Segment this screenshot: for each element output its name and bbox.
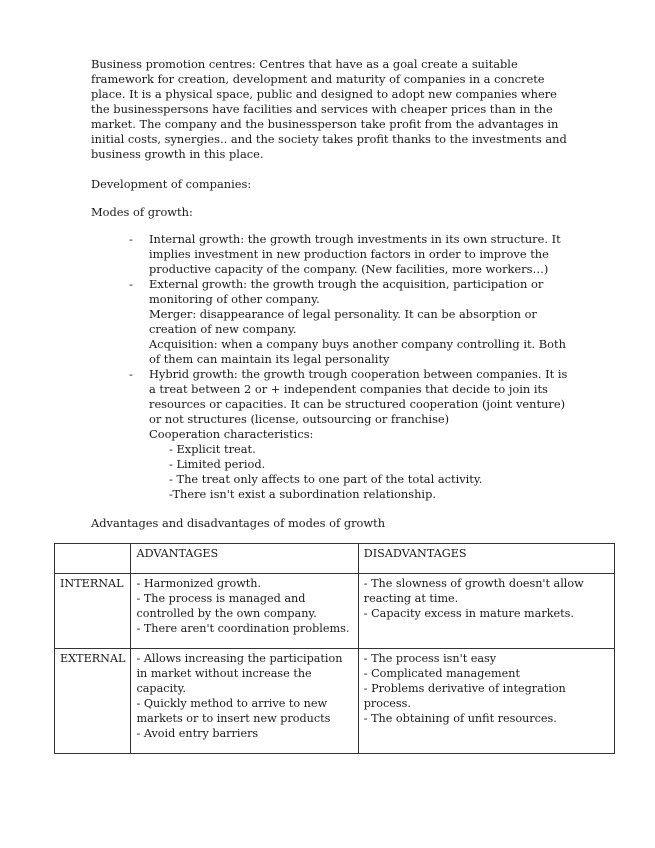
table-cell-line: - Complicated management bbox=[363, 667, 520, 680]
table-heading: Advantages and disadvantages of modes of growth bbox=[91, 516, 386, 530]
header-cell-empty bbox=[55, 544, 131, 574]
table-cell-line: - Problems derivative of integration process. bbox=[363, 682, 566, 710]
cooperation-heading: Cooperation characteristics: bbox=[149, 427, 314, 441]
table-cell-line: - Quickly method to arrive to new markets or to insert new products bbox=[136, 697, 331, 725]
internal-advantages-cell bbox=[131, 574, 358, 649]
table-cell-line: - Avoid entry barriers bbox=[136, 727, 259, 740]
list-item: - The treat only affects to one part of the total activity. bbox=[169, 472, 483, 486]
internal-disadvantages-cell bbox=[358, 574, 614, 649]
growth-table bbox=[54, 543, 615, 754]
acquisition-text: Acquisition: when a company buys another company controlling it. Both of them can maintain its legal personality bbox=[149, 337, 566, 366]
external-disadvantages-cell bbox=[358, 649, 614, 754]
internal-growth-text: Internal growth: the growth trough investments in its own structure. It implies investment in new production factors in order to improve the productive capacity of the company. (New facilities, more workers…) bbox=[149, 232, 561, 276]
table-cell-line: - Capacity excess in mature markets. bbox=[363, 607, 574, 620]
intro-paragraph: Business promotion centres: Centres that have as a goal create a suitable framework for creation, development and maturity of companies in a concrete place. It is a physical space, public and designed to adopt new companies where the businesspersons have facilities and services with cheaper prices than in the market. The company and the businessperson take profit from the advantages in initial costs, synergies.. and the society takes profit thanks to the investments and business growth in this place. bbox=[91, 57, 567, 161]
development-heading: Development of companies: bbox=[91, 177, 252, 191]
table-cell-line: - Harmonized growth. bbox=[136, 577, 262, 590]
hybrid-growth-text: Hybrid growth: the growth trough cooperation between companies. It is a treat between 2 or + independent companies that decide to join its resources or capacities. It can be structured cooperation (joint venture) or not structures (license, outsourcing or franchise) bbox=[149, 367, 568, 426]
cooperation-characteristics bbox=[149, 442, 571, 502]
merger-text: Merger: disappearance of legal personality. It can be absorption or creation of new company. bbox=[149, 307, 537, 336]
list-item-internal bbox=[91, 232, 571, 277]
list-item-external bbox=[91, 277, 571, 367]
header-cell-advantages: ADVANTAGES bbox=[131, 544, 358, 574]
table-row-external bbox=[55, 649, 615, 754]
table-row-internal bbox=[55, 574, 615, 649]
table-cell-line: - The slowness of growth doesn't allow reacting at time. bbox=[363, 577, 584, 605]
table-header-row bbox=[55, 544, 615, 574]
modes-list bbox=[91, 232, 571, 502]
list-item: - Limited period. bbox=[169, 457, 266, 471]
header-cell-disadvantages: DISADVANTAGES bbox=[358, 544, 614, 574]
table-cell-line: - The process is managed and controlled by the own company. bbox=[136, 592, 317, 620]
table-cell-line: - Allows increasing the participation in market without increase the capacity. bbox=[136, 652, 343, 695]
table-cell-line: - There aren't coordination problems. bbox=[136, 622, 350, 635]
row-label-internal: INTERNAL bbox=[55, 574, 131, 649]
row-label-external: EXTERNAL bbox=[55, 649, 131, 754]
bullet-marker: - bbox=[129, 277, 133, 291]
bullet-marker: - bbox=[129, 232, 133, 246]
modes-heading: Modes of growth: bbox=[91, 205, 193, 219]
bullet-marker: - bbox=[129, 367, 133, 381]
external-growth-text: External growth: the growth trough the acquisition, participation or monitoring of other company. bbox=[149, 277, 544, 306]
table-cell-line: - The obtaining of unfit resources. bbox=[363, 712, 557, 725]
list-item-hybrid bbox=[91, 367, 571, 502]
list-item: -There isn't exist a subordination relationship. bbox=[169, 487, 436, 501]
external-advantages-cell bbox=[131, 649, 358, 754]
table-cell-line: - The process isn't easy bbox=[363, 652, 497, 665]
list-item: - Explicit treat. bbox=[169, 442, 256, 456]
